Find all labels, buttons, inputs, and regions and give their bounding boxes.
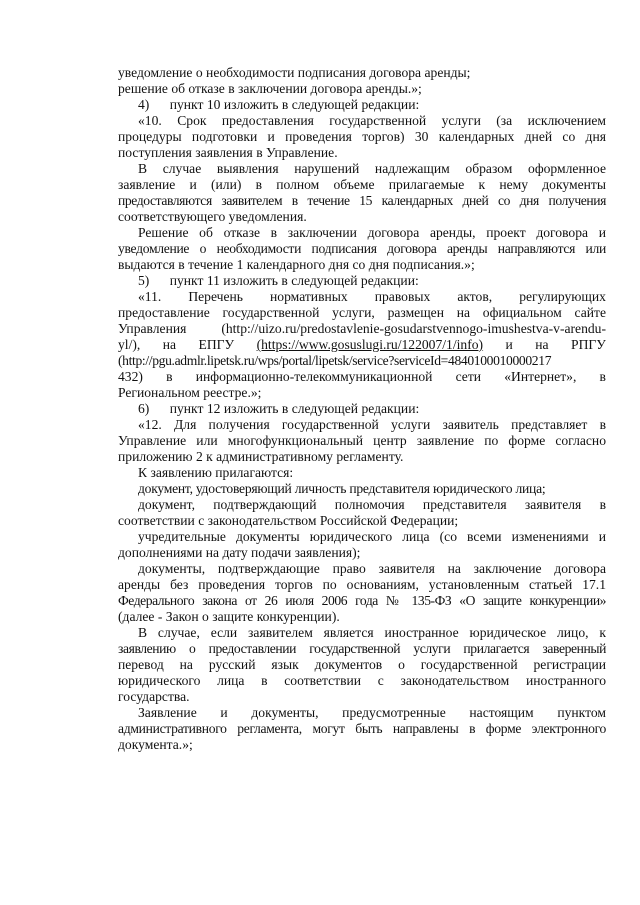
list-item-6: 6) пункт 12 изложить в следующей редакции: — [138, 401, 420, 416]
text-line: аренды без проведения торгов по основаниям, установленным статьей 17.1 — [118, 577, 606, 592]
word: в — [166, 369, 173, 384]
word: на — [162, 337, 177, 352]
text-line — [118, 337, 606, 353]
text-line: «12. Для получения государственной услуги заявитель представляет в — [138, 417, 606, 432]
text-line: предоставляются заявителем в течение 15 календарных дней со дня получения — [118, 193, 606, 208]
text-line: В случае выявления нарушений надлежащим образом оформленное — [138, 161, 606, 176]
text-line: уведомление о необходимости подписания договора аренды; — [118, 65, 471, 80]
text-line: К заявлению прилагаются: — [138, 465, 294, 480]
text-line — [138, 289, 606, 305]
word: на — [535, 337, 549, 352]
word: Управления — [118, 321, 187, 336]
text-line: предоставление государственной услуги, размещен на официальном сайте — [118, 305, 606, 320]
text-line: процедуры подготовки и проведения торгов) 30 календарных дней со дня — [118, 129, 606, 144]
text-line: Заявление и документы, предусмотренные настоящим пунктом — [138, 705, 606, 720]
text-line — [118, 369, 606, 385]
text-line: соответствии с законодательством Российской Федерации; — [118, 513, 459, 528]
text-line: соответствующего уведомления. — [118, 209, 307, 224]
text-line: В случае, если заявителем является иностранное юридическое лицо, к — [138, 625, 606, 640]
text-line: выдаются в течение 1 календарного дня со дня подписания.»; — [118, 257, 475, 272]
text-line: (далее - Закон о защите конкуренции). — [118, 609, 340, 624]
word: нормативных — [270, 289, 348, 304]
text-line: дополнениями на дату подачи заявления); — [118, 545, 361, 560]
word: РПГУ — [571, 337, 606, 352]
gosuslugi-link[interactable]: (https://www.gosuslugi.ru/122007/1/info) — [256, 337, 484, 352]
text-line: поступления заявления в Управление. — [118, 145, 338, 160]
text-line: государства. — [118, 689, 190, 704]
text-line: документ, подтверждающий полномочия представителя заявителя в — [138, 497, 606, 512]
word: и — [505, 337, 513, 352]
url-text: (http://uizo.ru/predostavlenie-gosudarstvennogo-imushestva-v-arendu- — [221, 321, 606, 336]
word: в — [599, 369, 606, 384]
text-line: заявление и (или) в полном объеме прилагаемые к нему документы — [118, 177, 606, 192]
word: информационно-телекоммуникационной — [195, 369, 433, 384]
text-line: приложению 2 к административному регламенту. — [118, 449, 404, 464]
text-line: «10. Срок предоставления государственной услуги (за исключением — [138, 113, 606, 128]
text-line: Федерального закона от 26 июля 2006 года № 135-ФЗ «О защите конкуренции» — [118, 593, 606, 608]
word: 432) — [118, 369, 143, 384]
word: Перечень — [188, 289, 243, 304]
text-line: административного регламента, могут быть направлены в форме электронного — [118, 721, 606, 736]
word: правовых — [374, 289, 431, 304]
url-text: (http://pgu.admlr.lipetsk.ru/wps/portal/lipetsk/service?serviceId=4840100010000217 — [118, 353, 552, 368]
text-line — [118, 321, 606, 337]
word: «11. — [138, 289, 162, 304]
text-line: перевод на русский язык документов о государственной регистрации — [118, 657, 606, 672]
text-line: документ, удостоверяющий личность представителя юридического лица; — [138, 481, 546, 496]
text-line: заявлению о предоставлении государственной услуги прилагается заверенный — [118, 641, 606, 656]
text-line: юридического лица в соответствии с законодательством иностранного — [118, 673, 606, 688]
text-line: Региональном реестре.»; — [118, 385, 262, 400]
word: ЕПГУ — [198, 337, 235, 352]
word: актов, — [457, 289, 493, 304]
text-line: уведомление о необходимости подписания договора аренды направляются или — [118, 241, 606, 256]
text-line: решение об отказе в заключении договора аренды.»; — [118, 81, 422, 96]
text-line: документы, подтверждающие право заявителя на заключение договора — [138, 561, 606, 576]
word: yl/), — [118, 337, 141, 352]
text-line: документа.»; — [118, 737, 193, 752]
list-item-5: 5) пункт 11 изложить в следующей редакции: — [138, 273, 419, 288]
word: регулирующих — [519, 289, 606, 304]
text-line: Управление или многофункциональный центр заявление по форме согласно — [118, 433, 606, 448]
text-line: учредительные документы юридического лица (со всеми изменениями и — [138, 529, 606, 544]
word: сети — [455, 369, 482, 384]
text-line: Решение об отказе в заключении договора аренды, проект договора и — [138, 225, 606, 240]
list-item-4: 4) пункт 10 изложить в следующей редакции: — [138, 97, 420, 112]
word: «Интернет», — [504, 369, 577, 384]
